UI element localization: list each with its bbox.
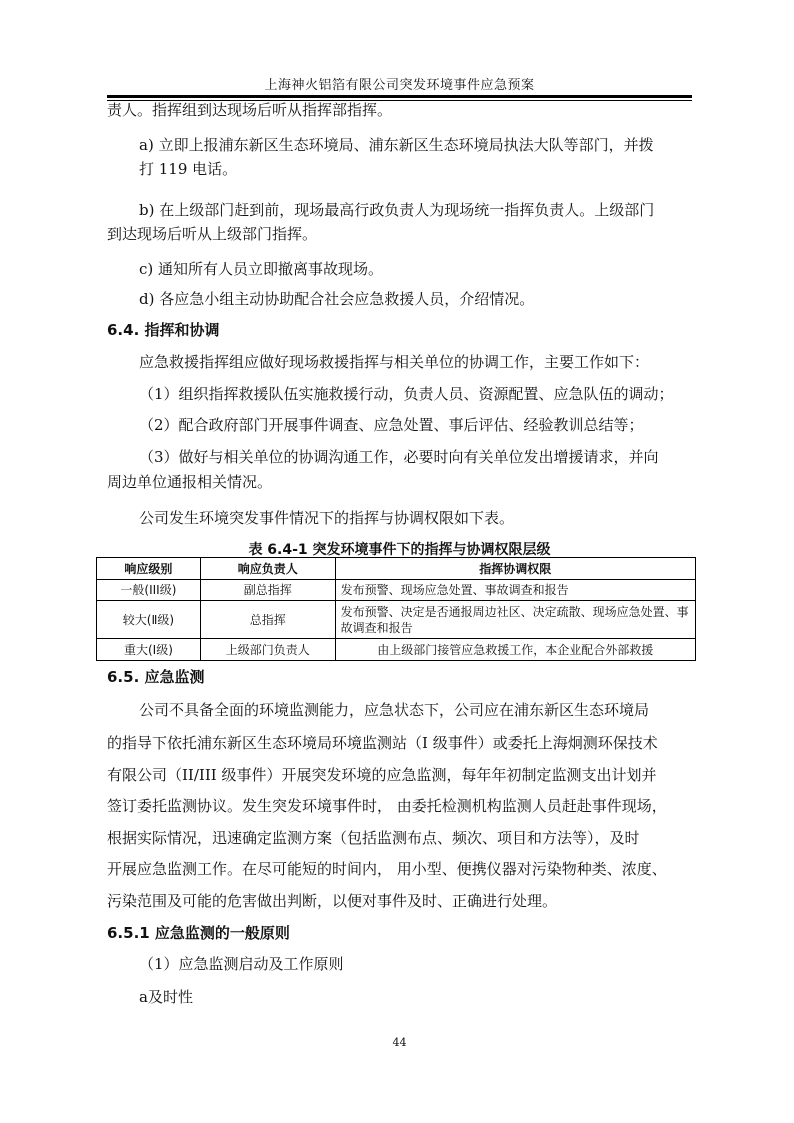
list-item-a: a) 立即上报浦东新区生态环境局、浦东新区生态环境局执法大队等部门，并拨	[139, 136, 654, 154]
table-cell: 副总指挥	[200, 580, 335, 601]
table-cell: 一般(III级)	[97, 580, 201, 601]
table-cell: 重大(Ⅰ级)	[97, 639, 201, 661]
table-header-cell: 响应级别	[97, 558, 201, 580]
table-header-cell: 响应负责人	[200, 558, 335, 580]
table-cell: 总指挥	[200, 601, 335, 639]
list-item-a-cont: 打 119 电话。	[139, 160, 238, 178]
table-header-cell: 指挥协调权限	[335, 558, 695, 580]
running-header: 上海神火铝箔有限公司突发环境事件应急预案	[264, 78, 535, 93]
list-item-2: （2）配合政府部门开展事件调查、应急处置、事后评估、经验教训总结等；	[139, 416, 644, 434]
section-heading-6-5: 6.5. 应急监测	[107, 668, 205, 686]
paragraph-text: （1）应急监测启动及工作原则	[139, 955, 344, 973]
table-cell: 较大(Ⅱ级)	[97, 601, 201, 639]
table-cell: 发布预警、决定是否通报周边社区、决定疏散、现场应急处置、事故调查和报告	[335, 601, 695, 639]
paragraph-text: 根据实际情况，迅速确定监测方案（包括监测布点、频次、项目和方法等），及时	[107, 829, 640, 847]
paragraph-text: 签订委托监测协议。发生突发环境事件时， 由委托检测机构监测人员赶赴事件现场，	[107, 797, 667, 815]
list-item-3: （3）做好与相关单位的协调沟通工作，必要时向有关单位发出增援请求，并向	[139, 448, 659, 466]
paragraph-text: 应急救援指挥组应做好现场救援指挥与相关单位的协调工作，主要工作如下：	[139, 353, 650, 371]
paragraph-text: 公司不具备全面的环境监测能力，应急状态下，公司应在浦东新区生态环境局	[139, 701, 650, 719]
table-caption: 表 6.4-1 突发环境事件下的指挥与协调权限层级	[248, 542, 551, 558]
paragraph-text: 有限公司（II/III 级事件）开展突发环境的应急监测，每年年初制定监测支出计划并	[107, 766, 657, 784]
paragraph-text: a及时性	[139, 988, 193, 1006]
table-row	[97, 580, 696, 601]
table-row	[97, 639, 696, 661]
section-heading-6-5-1: 6.5.1 应急监测的一般原则	[107, 924, 290, 942]
page-number: 44	[392, 1036, 407, 1049]
list-item-d: d) 各应急小组主动协助配合社会应急救援人员，介绍情况。	[139, 290, 535, 308]
header-rule	[107, 95, 692, 98]
table-row	[97, 601, 696, 639]
list-item-b: b) 在上级部门赶到前，现场最高行政负责人为现场统一指挥负责人。上级部门	[139, 201, 655, 219]
paragraph-text: 开展应急监测工作。在尽可能短的时间内， 用小型、便携仪器对污染物种类、浓度、	[107, 860, 667, 878]
list-item-b-cont: 到达现场后听从上级部门指挥。	[107, 225, 318, 243]
paragraph-text: 公司发生环境突发事件情况下的指挥与协调权限如下表。	[139, 509, 515, 527]
table-cell: 由上级部门接管应急救援工作，本企业配合外部救援	[335, 639, 695, 661]
table-header-row	[97, 558, 696, 580]
list-item-c: c) 通知所有人员立即撤离事故现场。	[139, 260, 384, 278]
section-heading-6-4: 6.4. 指挥和协调	[107, 321, 220, 339]
table-cell: 上级部门负责人	[200, 639, 335, 661]
paragraph-text: 的指导下依托浦东新区生态环境局环境监测站（I 级事件）或委托上海炯测环保技术	[107, 734, 658, 752]
paragraph-text: 责人。指挥组到达现场后听从指挥部指挥。	[107, 101, 393, 119]
list-item-3-cont: 周边单位通报相关情况。	[107, 473, 273, 491]
list-item-1: （1）组织指挥救援队伍实施救援行动，负责人员、资源配置、应急队伍的调动；	[139, 385, 674, 403]
table-cell: 发布预警、现场应急处置、事故调查和报告	[335, 580, 695, 601]
paragraph-text: 污染范围及可能的危害做出判断，以便对事件及时、正确进行处理。	[107, 892, 558, 910]
authority-table	[96, 557, 696, 661]
